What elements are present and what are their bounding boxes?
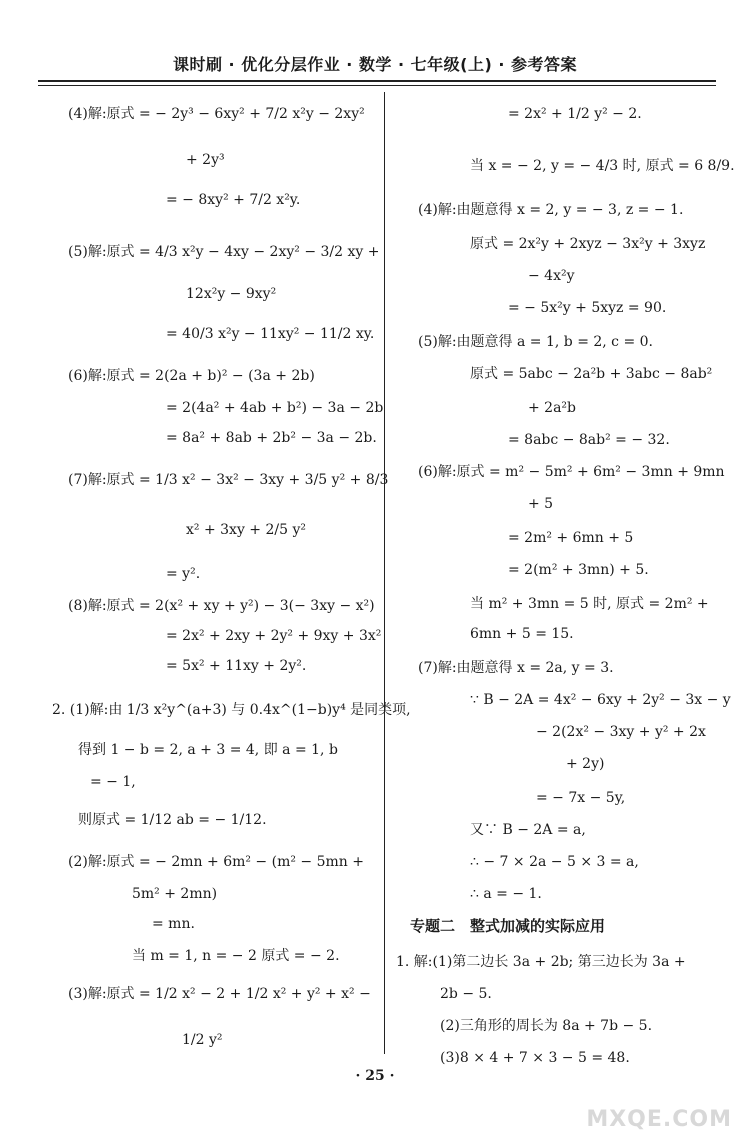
answer-line: = 2m² + 6mn + 5 [508,530,634,546]
section-heading: 专题二 整式加减的实际应用 [410,917,606,935]
answer-line: 5m² + 2mn) [132,886,218,902]
answer-line: 12x²y − 9xy² [186,286,277,302]
answer-line: = y². [166,566,201,582]
answer-line: 原式 = 5abc − 2a²b + 3abc − 8ab² [470,366,713,382]
answer-line: − 4x²y [528,268,575,284]
answer-line: (4)解:原式 = − 2y³ − 6xy² + 7/2 x²y − 2xy² [68,106,365,122]
answer-line: (5)解:原式 = 4/3 x²y − 4xy − 2xy² − 3/2 xy + [68,244,380,260]
answer-line: = 2x² + 1/2 y² − 2. [508,106,642,122]
answer-line: (6)解:原式 = m² − 5m² + 6m² − 3mn + 9mn [418,464,725,480]
answer-line: (8)解:原式 = 2(x² + xy + y²) − 3(− 3xy − x²) [68,598,375,614]
answer-line: (4)解:由题意得 x = 2, y = − 3, z = − 1. [418,202,684,218]
answer-line: + 5 [528,496,554,512]
answer-line: = − 7x − 5y, [536,790,626,806]
column-divider [384,92,385,1054]
answer-line: 2. (1)解:由 1/3 x²y^(a+3) 与 0.4x^(1−b)y⁴ 是同类项, [52,702,411,718]
answer-line: = 2x² + 2xy + 2y² + 9xy + 3x² [166,628,382,644]
answer-line: 当 m = 1, n = − 2 原式 = − 2. [132,948,340,964]
answer-line: (7)解:由题意得 x = 2a, y = 3. [418,660,614,676]
answer-line: 则原式 = 1/12 ab = − 1/12. [78,812,267,828]
answer-line: = − 5x²y + 5xyz = 90. [508,300,667,316]
answer-line: (3)8 × 4 + 7 × 3 − 5 = 48. [440,1050,630,1066]
answer-line: ∴ − 7 × 2a − 5 × 3 = a, [470,854,639,870]
site-watermark [586,1090,742,1138]
answer-line: + 2y) [566,756,605,772]
answer-line: = 8abc − 8ab² = − 32. [508,432,670,448]
answer-line: = − 1, [90,774,136,790]
answer-line: = 8a² + 8ab + 2b² − 3a − 2b. [166,430,377,446]
answer-line: (7)解:原式 = 1/3 x² − 3x² − 3xy + 3/5 y² + 8/3 [68,472,389,488]
watermark-text: MXQE.COM [586,1107,732,1132]
answer-line: ∵ B − 2A = 4x² − 6xy + 2y² − 3x − y [470,692,731,708]
answer-line: = 40/3 x²y − 11xy² − 11/2 xy. [166,326,375,342]
answer-line: (5)解:由题意得 a = 1, b = 2, c = 0. [418,334,654,350]
answer-line: 当 x = − 2, y = − 4/3 时, 原式 = 6 8/9. [470,158,735,174]
answer-line: 2b − 5. [440,986,492,1002]
answer-line: 原式 = 2x²y + 2xyz − 3x²y + 3xyz [470,236,706,252]
answer-line: + 2a²b [528,400,577,416]
answer-line: 1. 解:(1)第二边长 3a + 2b; 第三边长为 3a + [396,954,686,970]
answer-line: (6)解:原式 = 2(2a + b)² − (3a + 2b) [68,368,315,384]
header-rule-thick [38,80,716,82]
answer-line: (2)解:原式 = − 2mn + 6m² − (m² − 5mn + [68,854,364,870]
header-rule-thin [38,85,716,86]
answer-line: = mn. [152,916,195,932]
answer-line: x² + 3xy + 2/5 y² [186,522,306,538]
answer-line: = 2(m² + 3mn) + 5. [508,562,649,578]
answer-line: ∴ a = − 1. [470,886,542,902]
page-number: · 25 · [355,1068,395,1084]
answer-line: 得到 1 − b = 2, a + 3 = 4, 即 a = 1, b [78,742,338,758]
answer-line: = 5x² + 11xy + 2y². [166,658,307,674]
answer-line: 当 m² + 3mn = 5 时, 原式 = 2m² + [470,596,709,612]
answer-line: 又∵ B − 2A = a, [470,822,586,838]
answer-line: + 2y³ [186,152,225,168]
answer-line: 6mn + 5 = 15. [470,626,574,642]
answer-line: (3)解:原式 = 1/2 x² − 2 + 1/2 x² + y² + x² − [68,986,371,1002]
page-header-title: 课时刷 · 优化分层作业 · 数学 · 七年级(上) · 参考答案 [172,55,577,74]
answer-line: = − 8xy² + 7/2 x²y. [166,192,301,208]
answer-line: 1/2 y² [182,1032,223,1048]
answer-line: − 2(2x² − 3xy + y² + 2x [536,724,706,740]
answer-line: = 2(4a² + 4ab + b²) − 3a − 2b [166,400,384,416]
answer-line: (2)三角形的周长为 8a + 7b − 5. [440,1018,653,1034]
